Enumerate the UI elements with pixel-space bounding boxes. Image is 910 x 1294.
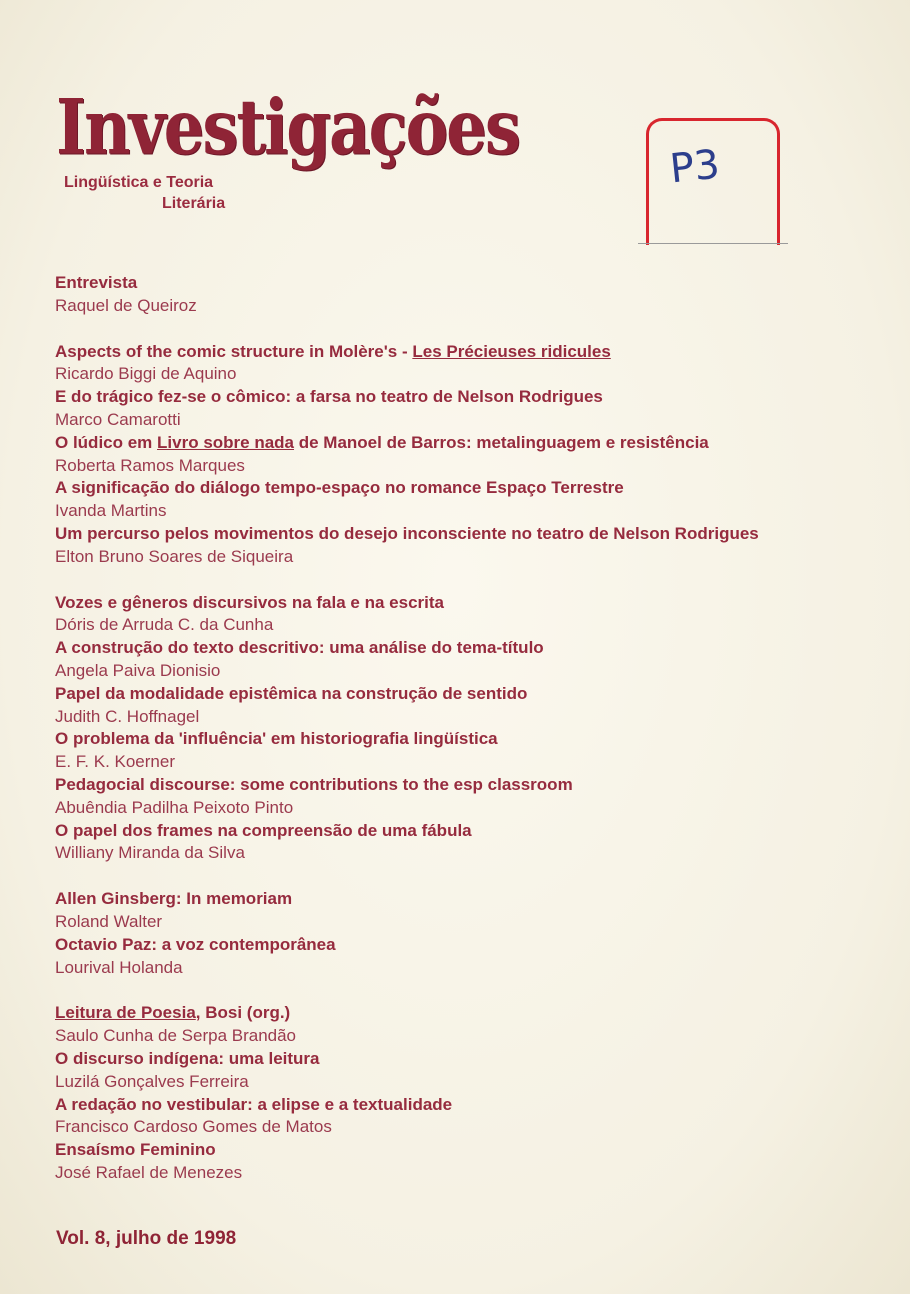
toc-entry (55, 774, 875, 820)
toc-entry (55, 1094, 875, 1140)
article-author: Abuêndia Padilha Peixoto Pinto (55, 797, 294, 817)
article-author: Saulo Cunha de Serpa Brandão (55, 1026, 297, 1046)
article-author: Francisco Cardoso Gomes de Matos (55, 1117, 332, 1137)
article-title (55, 341, 875, 364)
underlined-work-title: Livro sobre nada (157, 432, 295, 452)
toc-entry (55, 272, 875, 318)
volume-info: Vol. 8, julho de 1998 (56, 1228, 237, 1249)
article-author: Judith C. Hoffnagel (55, 706, 200, 726)
toc-entry (55, 637, 875, 683)
toc-section (55, 888, 875, 979)
toc-section (55, 341, 875, 569)
article-title: O discurso indígena: uma leitura (55, 1048, 320, 1068)
article-title: A construção do texto descritivo: uma análise do tema-título (55, 638, 544, 658)
toc-entry (55, 888, 875, 934)
article-author: Dóris de Arruda C. da Cunha (55, 615, 274, 635)
article-title-part: O lúdico em (55, 432, 158, 452)
article-title: Octavio Paz: a voz contemporânea (55, 934, 336, 954)
article-author: E. F. K. Koerner (55, 752, 175, 772)
article-author: Williany Miranda da Silva (55, 843, 245, 863)
masthead (56, 78, 519, 228)
toc-entry (55, 1002, 875, 1048)
underlined-work-title: Leitura de Poesia (55, 1003, 196, 1023)
article-title-part: de Manoel de Barros: metalinguagem e resistência (294, 432, 709, 452)
article-author: Marco Camarotti (55, 409, 181, 429)
article-author: Roland Walter (55, 911, 163, 931)
journal-subtitle-line2: Literária (162, 195, 226, 212)
article-author: Ricardo Biggi de Aquino (55, 364, 237, 384)
article-author: Roberta Ramos Marques (55, 455, 245, 475)
article-author: Ivanda Martins (55, 501, 167, 521)
stamp-baseline (638, 243, 788, 244)
toc-entry (55, 728, 875, 774)
article-author: Elton Bruno Soares de Siqueira (55, 546, 294, 566)
article-author: José Rafael de Menezes (55, 1162, 243, 1182)
toc-entry (55, 592, 875, 638)
article-title: O papel dos frames na compreensão de uma fábula (55, 820, 472, 840)
toc-section (55, 1002, 875, 1184)
article-title: Vozes e gêneros discursivos na fala e na escrita (55, 592, 444, 612)
article-title: Allen Ginsberg: In memoriam (55, 889, 293, 909)
toc-entry (55, 432, 875, 478)
article-title: Entrevista (55, 273, 138, 292)
journal-logo: Investigações (56, 83, 519, 173)
toc-entry (55, 477, 875, 523)
article-title-part: Aspects of the comic structure in Molère's - (55, 341, 413, 361)
article-author: Raquel de Queiroz (55, 295, 197, 315)
toc-section (55, 592, 875, 866)
article-title: Pedagocial discourse: some contributions to the esp classroom (55, 774, 573, 794)
article-title: E do trágico fez-se o cômico: a farsa no teatro de Nelson Rodrigues (55, 387, 603, 407)
toc-entry (55, 820, 875, 866)
toc-section (55, 272, 875, 318)
table-of-contents (55, 272, 875, 1208)
journal-subtitle-line1: Lingüística e Teoria (64, 174, 214, 191)
article-title (55, 1002, 875, 1025)
article-title: A significação do diálogo tempo-espaço no romance Espaço Terrestre (55, 478, 624, 498)
article-title (55, 432, 875, 455)
article-title: O problema da 'influência' em historiografia lingüística (55, 729, 498, 749)
toc-entry (55, 1048, 875, 1094)
article-author: Luzilá Gonçalves Ferreira (55, 1071, 249, 1091)
toc-entry (55, 341, 875, 387)
article-title: A redação no vestibular: a elipse e a textualidade (55, 1094, 453, 1114)
library-stamp (638, 100, 790, 250)
article-title: Um percurso pelos movimentos do desejo inconsciente no teatro de Nelson Rodrigues (55, 523, 759, 543)
toc-entry (55, 683, 875, 729)
article-title: Papel da modalidade epistêmica na construção de sentido (55, 683, 528, 703)
toc-entry (55, 386, 875, 432)
toc-entry (55, 1139, 875, 1185)
underlined-work-title: Les Précieuses ridicules (412, 341, 611, 361)
article-author: Lourival Holanda (55, 957, 183, 977)
article-title-part: , Bosi (org.) (195, 1003, 291, 1023)
article-author: Angela Paiva Dionisio (55, 660, 221, 680)
article-title: Ensaísmo Feminino (55, 1140, 216, 1160)
toc-entry (55, 523, 875, 569)
toc-entry (55, 934, 875, 980)
stamp-handwriting: P3 (667, 141, 722, 193)
